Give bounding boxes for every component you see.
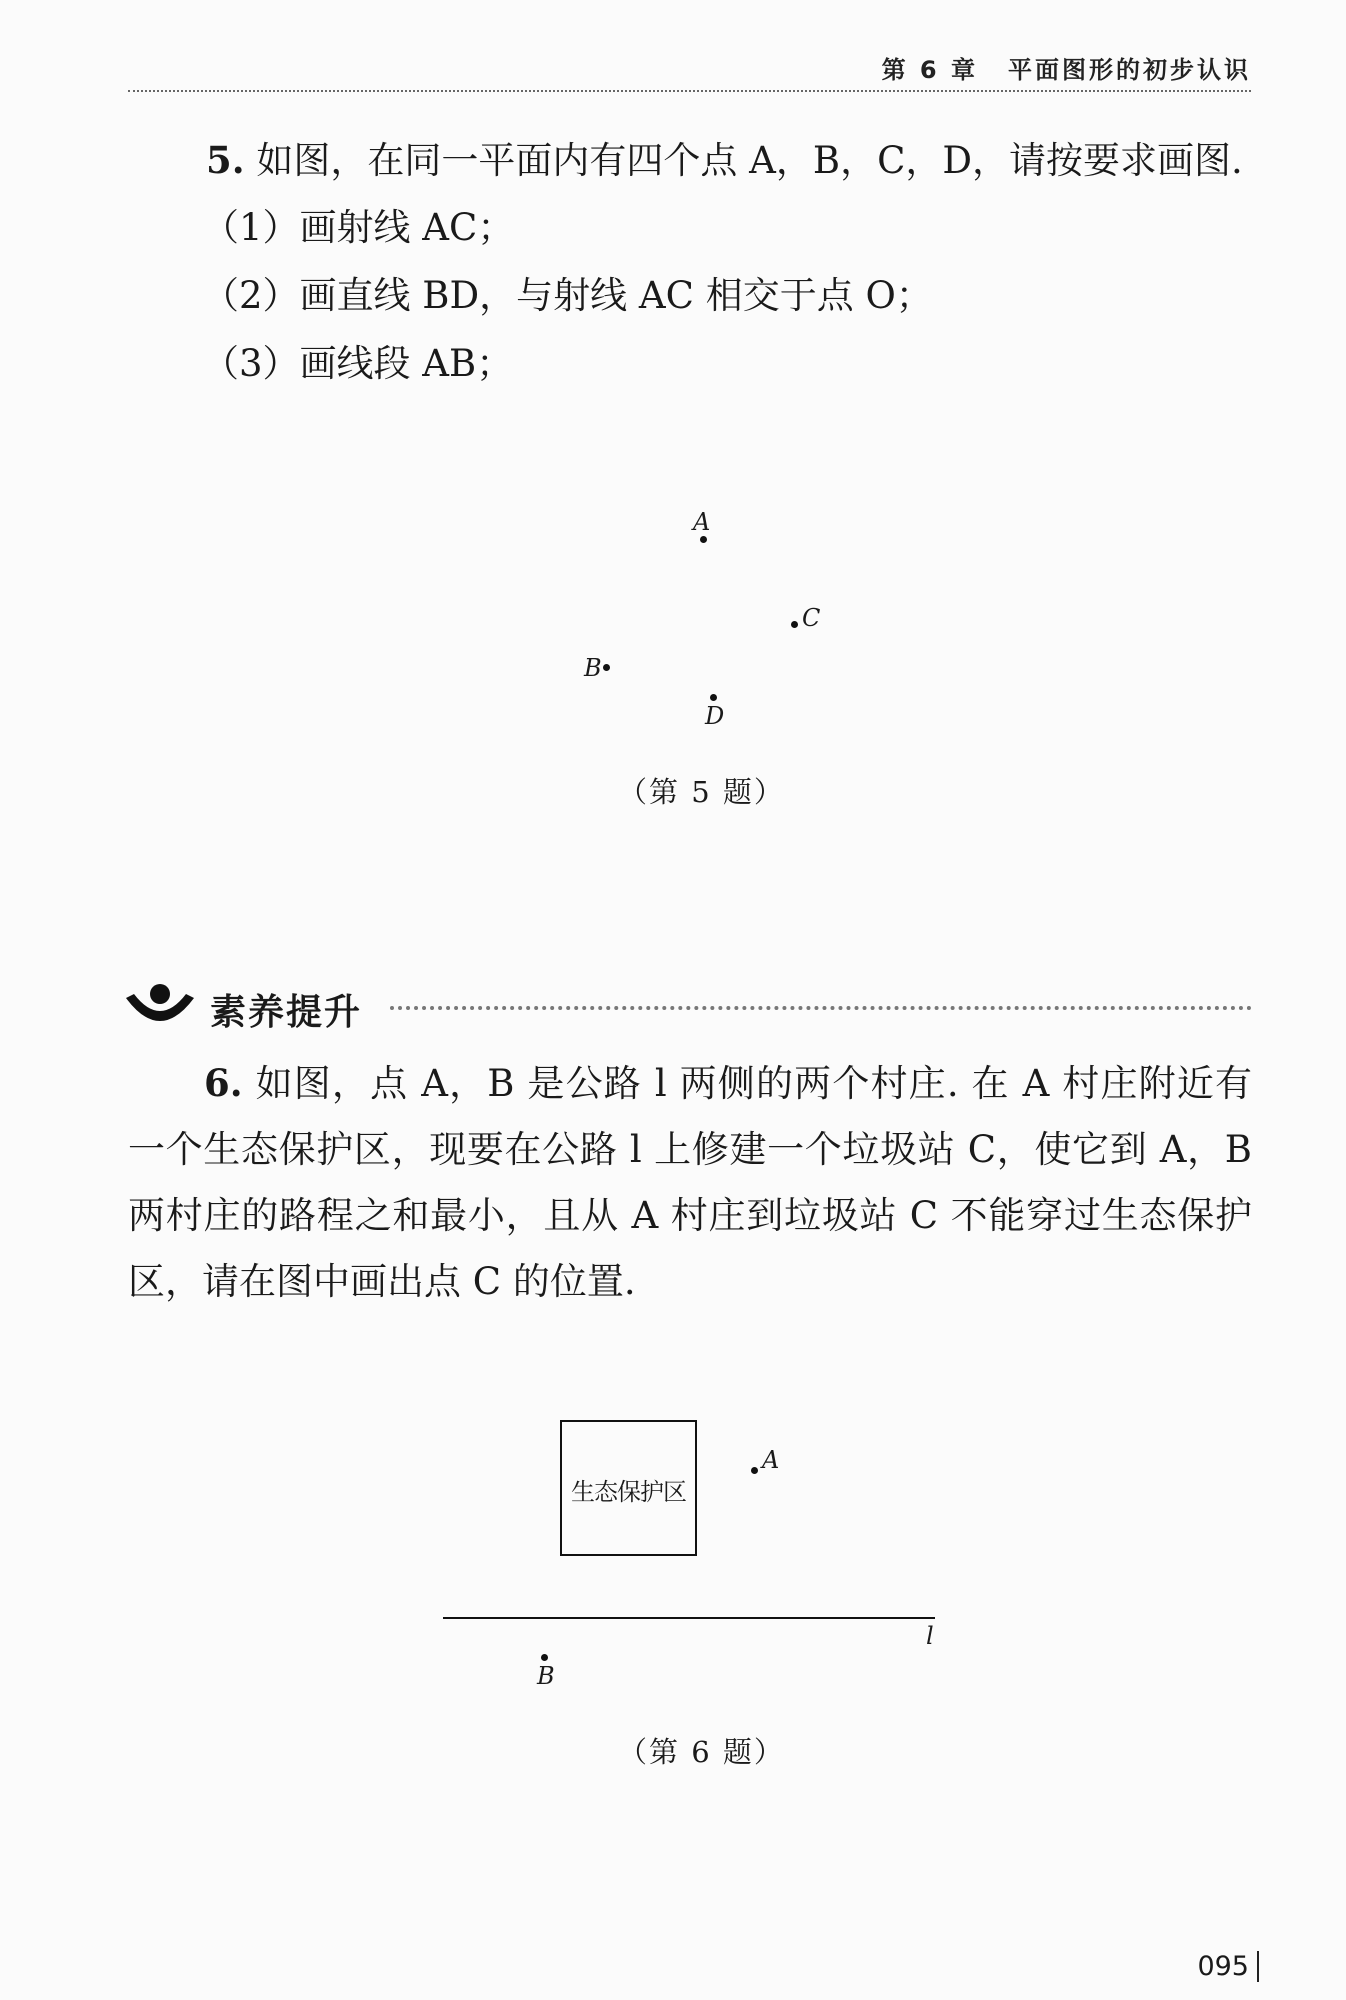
q5-item-1: （1）画射线 AC； xyxy=(202,206,515,249)
q5-stem: 如图，在同一平面内有四个点 A，B，C，D，请按要求画图. xyxy=(256,139,1243,182)
reserve-box xyxy=(560,1420,697,1556)
section-divider xyxy=(390,1006,1252,1010)
q5-label-a: A xyxy=(693,508,711,536)
smile-icon xyxy=(122,978,198,1034)
q6-label-b: B xyxy=(537,1662,555,1690)
q6-text xyxy=(128,1050,1252,1315)
q6-body: 如图，点 A，B 是公路 l 两侧的两个村庄. 在 A 村庄附近有一个生态保护区，现要在公路 l 上修建一个垃圾站 C，使它到 A，B 两村庄的路程之和最小，且从 A 村庄到垃圾站 C 不能穿过生态保护区，请在图中画出点 C 的位置. xyxy=(128,1062,1252,1303)
page-header xyxy=(128,50,1251,92)
q6-point-a xyxy=(751,1467,758,1474)
q6-point-b xyxy=(541,1654,548,1661)
chapter-number: 第 6 章 xyxy=(881,56,978,84)
q5-label-c: C xyxy=(802,604,821,632)
section-heading xyxy=(122,978,1252,1034)
q5-number: 5. xyxy=(206,138,245,182)
q5-point-a xyxy=(700,536,707,543)
q6-caption: （第 6 题） xyxy=(618,1735,785,1769)
q5-caption: （第 5 题） xyxy=(618,775,785,809)
q5-stem-line xyxy=(206,134,1243,187)
page-number: 095 xyxy=(1197,1951,1259,1982)
road-label: l xyxy=(926,1622,934,1650)
road-line xyxy=(443,1617,935,1619)
q5-item-3: （3）画线段 AB； xyxy=(202,342,514,385)
q5-point-d xyxy=(710,694,717,701)
reserve-label: 生态保护区 xyxy=(571,1478,686,1506)
chapter-title: 平面图形的初步认识 xyxy=(1008,56,1251,84)
q6-number: 6. xyxy=(204,1061,243,1105)
q5-label-b: B xyxy=(584,654,602,682)
q5-item-2: （2）画直线 BD，与射线 AC 相交于点 O； xyxy=(202,274,933,317)
q6-label-a: A xyxy=(762,1446,780,1474)
q5-point-b xyxy=(603,664,610,671)
q5-point-c xyxy=(791,621,798,628)
section-title: 素养提升 xyxy=(210,992,363,1033)
q5-label-d: D xyxy=(705,702,725,730)
